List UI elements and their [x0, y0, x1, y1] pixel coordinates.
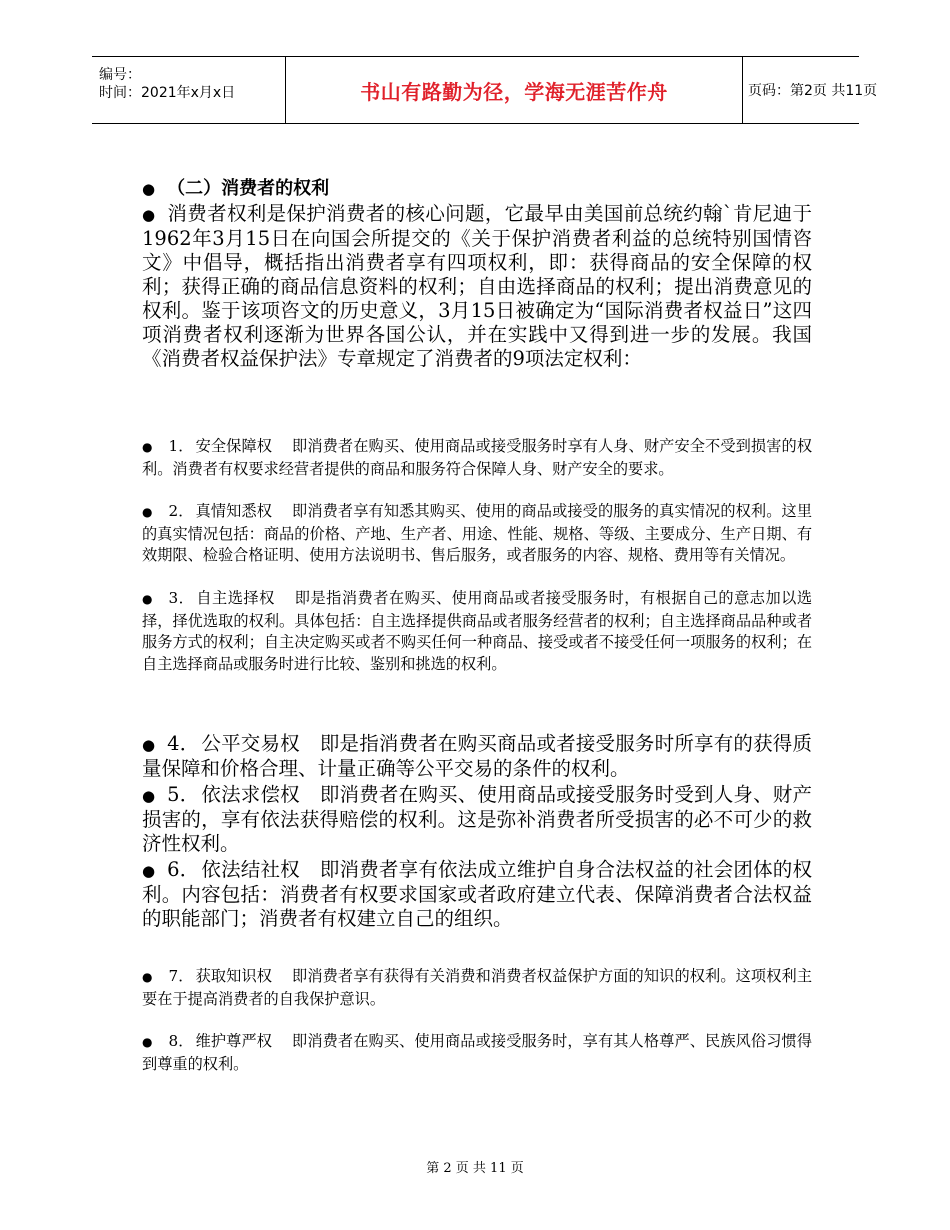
- bullet-icon: ●: [142, 592, 153, 606]
- bullet-icon: ●: [142, 787, 156, 805]
- intro-text: 消费者权利是保护消费者的核心问题，它最早由美国前总统约翰`肯尼迪于1962年3月15日在向国会所提交的《关于保护消费者利益的总统特别国情咨文》中倡导，概括指出消费者享有四项权利，即：获得商品的安全保障的权利；获得正确的商品信息资料的权利；自由选择商品的权利；提出消费意见的权利。鉴于该项咨文的历史意义，3月15日被确定为“国际消费者权益日”这四项消费者权利逐渐为世界各国公认，并在实践中又得到进一步的发展。我国《消费者权益保护法》专章规定了消费者的9项法定权利：: [142, 202, 812, 370]
- right-text: 即是指消费者在购买、使用商品或者接受服务时，有根据自己的意志加以选择，择优选取的权利。具体包括：自主选择提供商品或者服务经营者的权利；自主选择商品品种或者服务方式的权利；自主决定购买或者不购买任何一种商品、接受或者不接受任何一项服务的权利；在自主选择商品或服务时进行比较、鉴别和挑选的权利。: [142, 589, 813, 673]
- right-item-1: [142, 436, 812, 480]
- bullet-icon: ●: [142, 505, 153, 519]
- right-item-2: [142, 501, 812, 567]
- right-term: 公平交易权: [201, 732, 300, 755]
- right-number: 4．: [167, 732, 200, 755]
- bullet-icon: ●: [142, 736, 156, 754]
- header-page-info: 页码：第2页 共11页: [748, 83, 878, 99]
- document-time: 时间：2021年x月x日: [99, 85, 236, 101]
- right-item-4: [142, 732, 812, 781]
- right-number: 5．: [167, 783, 200, 806]
- bullet-icon: ●: [142, 970, 153, 984]
- bullet-icon: ●: [142, 440, 153, 454]
- right-number: 2．: [168, 502, 194, 520]
- bullet-icon: ●: [142, 180, 156, 198]
- right-text: 即消费者在购买、使用商品或接受服务时享有人身、财产安全不受到损害的权利。消费者有权要求经营者提供的商品和服务符合保障人身、财产安全的要求。: [142, 437, 813, 478]
- bullet-icon: ●: [142, 206, 156, 224]
- section-title: （二）消费者的权利: [167, 178, 330, 199]
- right-term: 维护尊严权: [195, 1032, 273, 1050]
- right-term: 真情知悉权: [195, 502, 273, 520]
- right-term: 依法求偿权: [201, 783, 300, 806]
- right-item-7: [142, 966, 812, 1010]
- right-text: 即是指消费者在购买商品或者接受服务时所享有的获得质量保障和价格合理、计量正确等公平交易的条件的权利。: [142, 732, 812, 780]
- right-number: 6．: [167, 858, 200, 881]
- right-item-6: [142, 858, 812, 931]
- header-motto: 书山有路勤为径，学海无涯苦作舟: [360, 79, 668, 104]
- bullet-icon: ●: [142, 862, 156, 880]
- right-number: 8．: [168, 1032, 194, 1050]
- page-header: [92, 56, 878, 124]
- right-text: 即消费者在购买、使用商品或接受服务时受到人身、财产损害的，享有依法获得赔偿的权利。这是弥补消费者所受损害的必不可少的救济性权利。: [142, 783, 812, 855]
- header-motto-cell: [285, 57, 743, 123]
- document-number: 编号：: [99, 67, 141, 83]
- right-number: 7．: [168, 967, 194, 985]
- bullet-icon: ●: [142, 1035, 153, 1049]
- right-term: 依法结社权: [201, 858, 300, 881]
- right-text: 即消费者在购买、使用商品或接受服务时，享有其人格尊严、民族风俗习惯得到尊重的权利。: [142, 1032, 813, 1073]
- right-item-3: [142, 588, 812, 675]
- right-number: 1．: [168, 437, 194, 455]
- right-term: 安全保障权: [195, 437, 273, 455]
- right-number: 3．: [168, 589, 195, 607]
- section-heading: [142, 176, 812, 201]
- right-text: 即消费者享有依法成立维护自身合法权益的社会团体的权利。内容包括：消费者有权要求国家或者政府建立代表、保障消费者合法权益的职能部门；消费者有权建立自己的组织。: [142, 858, 812, 930]
- right-term: 获取知识权: [195, 967, 273, 985]
- right-item-5: [142, 783, 812, 856]
- right-text: 即消费者享有获得有关消费和消费者权益保护方面的知识的权利。这项权利主要在于提高消费者的自我保护意识。: [142, 967, 813, 1008]
- right-item-8: [142, 1031, 812, 1075]
- right-text: 即消费者享有知悉其购买、使用的商品或接受的服务的真实情况的权利。这里的真实情况包括：商品的价格、产地、生产者、用途、性能、规格、等级、主要成分、生产日期、有效期限、检验合格证明、使用方法说明书、售后服务，或者服务的内容、规格、费用等有关情况。: [142, 502, 813, 565]
- right-term: 自主选择权: [196, 589, 275, 607]
- intro-paragraph: [142, 202, 812, 371]
- header-meta: [92, 57, 285, 123]
- header-page-cell: [742, 57, 878, 123]
- page-footer: 第 2 页 共 11 页: [426, 1161, 524, 1176]
